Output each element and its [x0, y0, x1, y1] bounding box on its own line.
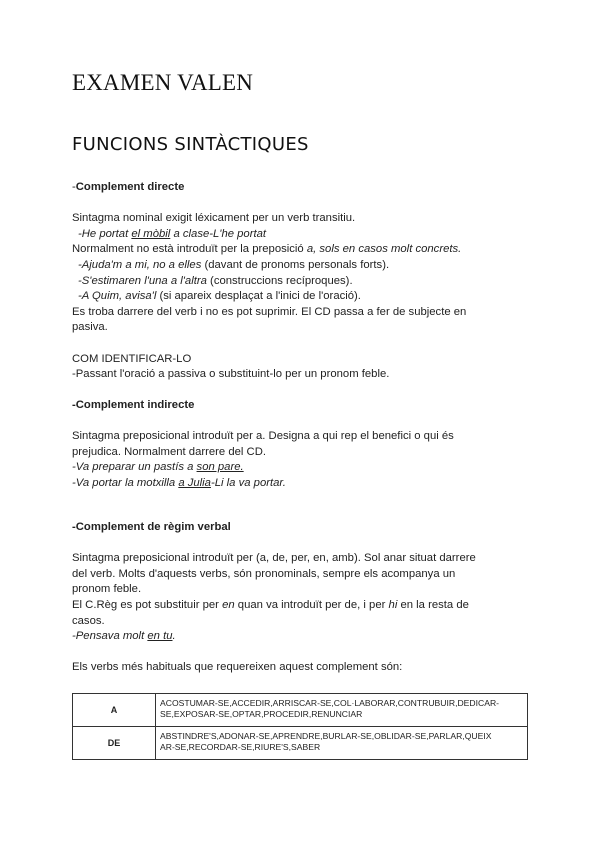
cd-ex4-note: (si apareix desplaçat a l'inici de l'oració). [156, 290, 361, 303]
cd-section [72, 180, 532, 383]
cd-ex2-italic: -Ajuda'm a mi, no a elles [78, 258, 202, 271]
crv-l4a: El C.Règ es pot substituir per [72, 598, 223, 611]
ci-section [72, 398, 532, 492]
crv-l4c: quan va introduït per de, i per [234, 598, 389, 611]
cd-ex3-italic: -S'estimaren l'una a l'altra [78, 274, 207, 287]
table-value-cell [156, 694, 528, 727]
ci-ex2-italic: -Va portar la motxilla [72, 476, 179, 489]
cd-ex1-end: a clase-L'he portat [170, 227, 267, 240]
crv-l4d: hi [388, 598, 398, 611]
crv-section [72, 520, 532, 676]
crv-heading: -Complement de règim verbal [72, 521, 231, 533]
crv-line-5: casos. [72, 614, 105, 627]
cd-line-3: Es troba darrere del verb i no es pot suprimir. El CD passa a fer de subjecte en [72, 305, 467, 318]
verbs-table [72, 693, 528, 760]
ci-line-2: prejudica. Normalment darrere del CD. [72, 445, 267, 458]
table-value-line: AR-SE,RECORDAR-SE,RIURE'S,SABER [160, 742, 321, 752]
crv-ex1-end: . [172, 630, 176, 643]
crv-line-2: del verb. Molts d'aquests verbs, són pronominals, sempre els acompanya un [72, 567, 456, 580]
ci-ex1-italic: -Va preparar un pastís a [72, 461, 197, 474]
ci-ex2-underlined: a Julia [178, 476, 211, 489]
cd-l2-text: Normalment no està introduït per la preposició [72, 243, 307, 256]
cd-l2-italic: a, sols en casos molt concrets. [306, 243, 462, 256]
table-key-cell: A [73, 694, 156, 727]
ci-line-1: Sintagma preposicional introduït per a. Designa a qui rep el benefici o qui és [72, 430, 454, 443]
ci-ex2-end: -Li la va portar. [210, 476, 286, 489]
page-title: EXAMEN VALEN [72, 70, 254, 95]
ci-example-1 [72, 460, 532, 476]
cd-ex2-note: (davant de pronoms personals forts). [201, 258, 390, 271]
cd-ex1-part: -He portat [78, 227, 132, 240]
cd-line-1: Sintagma nominal exigit léxicament per un verb transitiu. [72, 212, 356, 225]
crv-ex1-underlined: en tu [147, 630, 173, 643]
crv-l4e: en la resta de [397, 598, 469, 611]
table-value-cell [156, 727, 528, 760]
cd-heading: Complement directe [75, 181, 185, 193]
ci-ex1-underlined: son pare. [196, 461, 244, 474]
cd-identify-text: -Passant l'oració a passiva o substituint-lo per un pronom feble. [72, 368, 390, 381]
cd-ex3-note: (construccions recíproques). [206, 274, 353, 287]
cd-ex4-italic: -A Quim, avisa'l [78, 290, 157, 303]
cd-example-1 [72, 227, 532, 243]
cd-identify-heading: COM IDENTIFICAR-LO [72, 352, 192, 365]
section-title: FUNCIONS SINTÀCTIQUES [72, 134, 309, 155]
table-row [73, 727, 528, 760]
table-row [73, 694, 528, 727]
crv-example-1 [72, 629, 532, 645]
cd-line-2 [72, 242, 532, 258]
crv-ex1-italic: -Pensava molt [72, 630, 148, 643]
table-key-cell: DE [73, 727, 156, 760]
table-value-line: SE,EXPOSAR-SE,OPTAR,PROCEDIR,RENUNCIAR [160, 709, 363, 719]
cd-line-4: pasiva. [72, 321, 108, 334]
cd-dash: - [72, 181, 76, 193]
table-value-line: ACOSTUMAR-SE,ACCEDIR,ARRISCAR-SE,COL·LABORAR,CONTRUBUIR,DEDICAR- [160, 698, 500, 708]
ci-heading: -Complement indirecte [72, 399, 195, 411]
crv-line-4 [72, 598, 532, 614]
crv-l4b: en [222, 598, 235, 611]
cd-example-4 [72, 289, 532, 305]
table-value-line: ABSTINDRE'S,ADONAR-SE,APRENDRE,BURLAR-SE,OBLIDAR-SE,PARLAR,QUEIX [160, 731, 492, 741]
cd-ex1-underlined: el mòbil [131, 227, 171, 240]
cd-example-3 [72, 274, 532, 290]
crv-line-1: Sintagma preposicional introduït per (a, de, per, en, amb). Sol anar situat darrere [72, 552, 476, 565]
ci-example-2 [72, 476, 532, 492]
cd-example-2 [72, 258, 532, 274]
crv-line-3: pronom feble. [72, 583, 142, 596]
crv-verbs-intro: Els verbs més habituals que requereixen aquest complement són: [72, 661, 403, 674]
